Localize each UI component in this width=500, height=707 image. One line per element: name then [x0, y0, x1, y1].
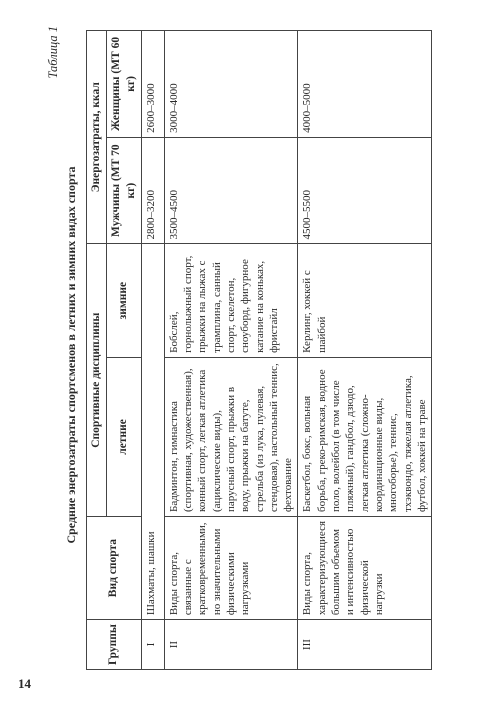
men-energy-cell: 3500–4500: [164, 137, 298, 244]
rotated-page-content: [46, 22, 466, 680]
men-energy-cell: 2800–3200: [141, 137, 164, 244]
header-disciplines: Спортивные дисциплины: [87, 244, 107, 517]
group-cell: II: [164, 620, 298, 670]
header-women: Женщины (МТ 60 кг): [106, 31, 141, 138]
energy-table: [86, 30, 432, 670]
table-row: [164, 31, 298, 670]
summer-disciplines-cell: Бадминтон, гимнастика (спортивная, художественная), конный спорт, легкая атлетика (ациклические виды), парусный спорт, прыжки в воду, прыжки на батуте, стрельба (из лука, пулевая, стендовая), настольный теннис, фехтование: [164, 357, 298, 516]
winter-disciplines-cell: Керлинг, хоккей с шайбой: [298, 244, 432, 357]
group-cell: III: [298, 620, 432, 670]
table-row: [141, 31, 164, 670]
page-number: 14: [18, 676, 31, 691]
sport-cell: Виды спорта, связанные с кратковременными, но значительными физическими нагрузками: [164, 517, 298, 620]
table-row: [298, 31, 432, 670]
summer-disciplines-cell: Баскетбол, бокс, вольная борьба, греко-римская, водное поло, волейбол (в том числе пляжный), гандбол, дзюдо, легкая атлетика (сложно-координационные виды, многоборье), теннис, тхэквондо, тяжелая атлетика, футбол, хоккей на траве: [298, 357, 432, 516]
table-label: Таблица 1: [46, 26, 60, 79]
men-energy-cell: 4500–5500: [298, 137, 432, 244]
women-energy-cell: 4000–5000: [298, 31, 432, 138]
sport-cell: Шахматы, шашки: [141, 244, 164, 620]
header-summer: летние: [106, 357, 141, 516]
table-title: Средние энергозатраты спортсменов в летних и зимних видах спорта: [64, 166, 78, 544]
header-men: Мужчины (МТ 70 кг): [106, 137, 141, 244]
header-groups: Группы: [87, 620, 142, 670]
sport-cell: Виды спорта, характеризующиеся большим объемом и интенсивностью физической нагрузки: [298, 517, 432, 620]
header-sport-type: Вид спорта: [87, 517, 142, 620]
women-energy-cell: 2600–3000: [141, 31, 164, 138]
header-energy: Энергозатраты, ккал: [87, 31, 107, 244]
women-energy-cell: 3000–4000: [164, 31, 298, 138]
winter-disciplines-cell: Бобслей, горнолыжный спорт, прыжки на лыжах с трамплина, санный спорт, скелетон, сноуборд, фигурное катание на коньках, фристайл: [164, 244, 298, 357]
group-cell: I: [141, 620, 164, 670]
header-winter: зимние: [106, 244, 141, 357]
